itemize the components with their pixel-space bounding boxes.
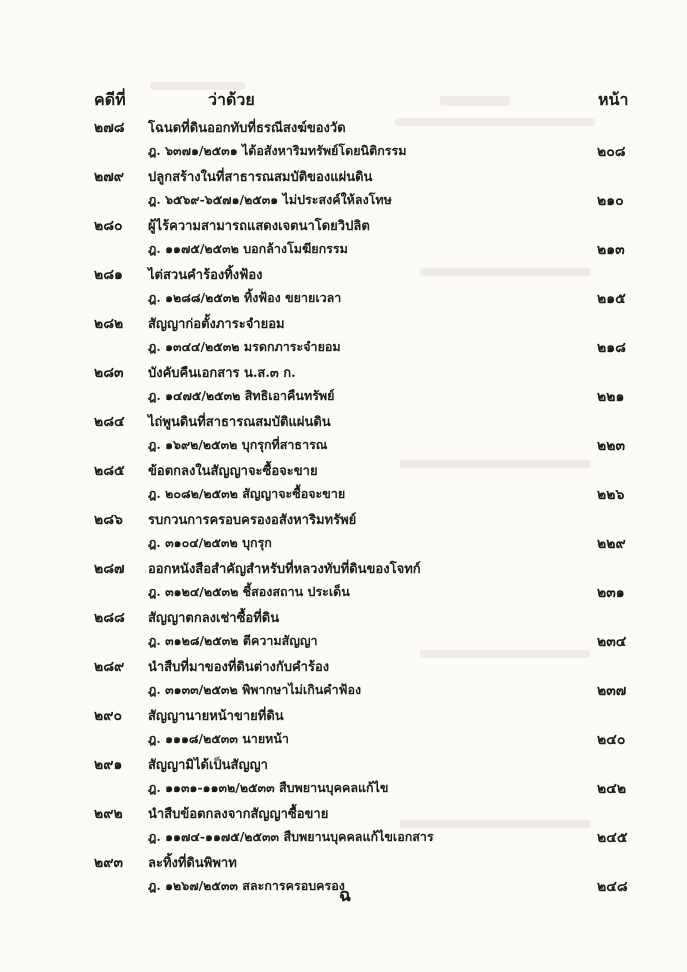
header-subject: ว่าด้วย (208, 90, 255, 109)
list-item (0, 264, 687, 313)
list-item (0, 460, 687, 509)
page-number: ๒๒๖ (597, 487, 625, 503)
case-number: ๒๘๗ (94, 561, 125, 577)
case-title: ไต่สวนคำร้องทิ้งฟ้อง (148, 268, 263, 283)
case-reference: ฎ. ๓๑๒๘/๒๕๓๒ ตีความสัญญา (148, 633, 318, 648)
header-page: หน้า (598, 90, 629, 109)
list-item (0, 411, 687, 460)
page-number: ๒๔๐ (597, 732, 626, 748)
case-number: ๒๙๓ (94, 855, 124, 871)
list-item (0, 215, 687, 264)
page-number: ๒๒๙ (597, 536, 626, 552)
case-reference: ฎ. ๑๑๗๔-๑๑๗๕/๒๕๓๓ สืบพยานบุคคลแก้ไขเอกสาร (148, 829, 434, 844)
case-number: ๒๙๒ (94, 806, 123, 822)
case-number: ๒๘๑ (94, 267, 123, 283)
list-item (0, 117, 687, 166)
case-number: ๒๘๘ (94, 610, 125, 626)
case-title: ผู้ไร้ความสามารถแสดงเจตนาโดยวิปลิต (148, 219, 370, 234)
index-list (0, 117, 687, 901)
case-reference: ฎ. ๑๓๔๔/๒๕๓๒ มรดกภาระจำยอม (148, 339, 341, 354)
case-number: ๒๘๒ (94, 316, 124, 332)
case-title: สัญญาก่อตั้งภาระจำยอม (148, 317, 285, 332)
page-number: ๒๑๘ (597, 340, 626, 356)
case-title: ละทิ้งที่ดินพิพาท (148, 856, 237, 871)
page-number: ๒๑๕ (597, 291, 626, 307)
case-title: ปลูกสร้างในที่สาธารณสมบัติของแผ่นดิน (148, 170, 373, 185)
case-reference: ฎ. ๓๑๒๔/๒๕๓๒ ชี้สองสถาน ประเด็น (148, 584, 350, 599)
case-number: ๒๗๙ (94, 169, 125, 185)
column-header-row (0, 88, 687, 112)
page-number: ๒๒๓ (597, 438, 626, 454)
page-number: ๒๒๑ (597, 389, 625, 405)
case-reference: ฎ. ๑๑๑๘/๒๕๓๓ นายหน้า (148, 731, 289, 746)
list-item (0, 313, 687, 362)
list-item (0, 754, 687, 803)
list-item (0, 705, 687, 754)
case-title: นำสืบข้อตกลงจากสัญญาซื้อขาย (148, 807, 329, 822)
header-case-number: คดีที่ (94, 90, 126, 109)
list-item (0, 803, 687, 852)
case-reference: ฎ. ๓๑๐๔/๒๕๓๒ บุกรุก (148, 535, 272, 550)
case-title: โฉนดที่ดินออกทับที่ธรณีสงฆ์ของวัด (148, 121, 346, 136)
case-number: ๒๘๕ (94, 463, 125, 479)
page-number: ๒๓๑ (597, 585, 625, 601)
case-reference: ฎ. ๓๑๓๓/๒๕๓๒ พิพากษาไม่เกินคำฟ้อง (148, 682, 362, 697)
case-reference: ฎ. ๑๑๓๑-๑๑๓๒/๒๕๓๓ สืบพยานบุคคลแก้ไข (148, 780, 389, 795)
list-item (0, 362, 687, 411)
page-number: ๒๓๗ (597, 683, 627, 699)
page-number: ๒๐๘ (597, 144, 626, 160)
list-item (0, 607, 687, 656)
case-reference: ฎ. ๑๔๗๕/๒๕๓๒ สิทธิเอาคืนทรัพย์ (148, 388, 335, 403)
case-reference: ฎ. ๒๐๘๒/๒๕๓๒ สัญญาจะซื้อจะขาย (148, 486, 346, 501)
case-reference: ฎ. ๑๑๗๕/๒๕๓๒ บอกล้างโมฆียกรรม (148, 241, 348, 256)
case-number: ๒๘๔ (94, 414, 125, 430)
page-number: ๒๔๕ (597, 830, 628, 846)
list-item (0, 166, 687, 215)
case-title: สัญญาตกลงเช่าซื้อที่ดิน (148, 611, 280, 626)
case-number: ๒๙๑ (94, 757, 123, 773)
case-title: ออกหนังสือสำคัญสำหรับที่หลวงทับที่ดินของโจทก์ (148, 562, 421, 577)
case-number: ๒๘๐ (94, 218, 123, 234)
page-number: ๒๑๓ (597, 242, 625, 258)
case-number: ๒๗๘ (94, 120, 125, 136)
page-number: ๒๔๒ (597, 781, 627, 797)
page-number: ๒๓๔ (597, 634, 627, 650)
page-marker: ฉ (338, 885, 352, 906)
case-title: รบกวนการครอบครองอสังหาริมทรัพย์ (148, 513, 357, 528)
case-number: ๒๘๓ (94, 365, 124, 381)
case-number: ๒๘๙ (94, 659, 125, 675)
case-number: ๒๘๖ (94, 512, 123, 528)
case-reference: ฎ. ๖๓๗๑/๒๕๓๑ ได้อสังหาริมทรัพย์โดยนิติกรรม (148, 143, 407, 158)
case-reference: ฎ. ๑๖๙๒/๒๕๓๒ บุกรุกที่สาธารณ (148, 437, 328, 452)
case-number: ๒๙๐ (94, 708, 123, 724)
case-title: สัญญานายหน้าขายที่ดิน (148, 709, 284, 724)
case-title: ข้อตกลงในสัญญาจะซื้อจะขาย (148, 464, 318, 479)
case-reference: ฎ. ๖๕๖๙-๖๕๗๑/๒๕๓๑ ไม่ประสงค์ให้ลงโทษ (148, 192, 392, 207)
case-title: บังคับคืนเอกสาร น.ส.๓ ก. (148, 366, 296, 381)
list-item (0, 558, 687, 607)
list-item (0, 509, 687, 558)
case-title: สัญญามิได้เป็นสัญญา (148, 758, 268, 773)
case-reference: ฎ. ๑๒๘๘/๒๕๓๒ ทิ้งฟ้อง ขยายเวลา (148, 290, 342, 305)
page-number: ๒๔๘ (597, 879, 628, 895)
page-number: ๒๑๐ (597, 193, 624, 209)
list-item (0, 656, 687, 705)
case-title: ไถ่พูนดินที่สาธารณสมบัติแผ่นดิน (148, 415, 331, 430)
case-reference: ฎ. ๑๒๖๗/๒๕๓๓ สละการครอบครอง (148, 878, 345, 893)
case-title: นำสืบที่มาของที่ดินต่างกับคำร้อง (148, 660, 330, 675)
